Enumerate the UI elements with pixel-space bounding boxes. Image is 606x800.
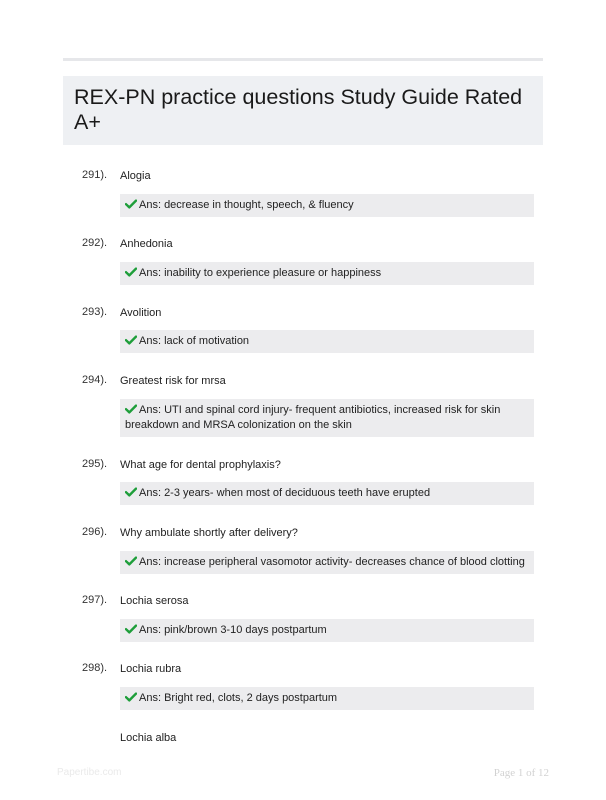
question-text: Avolition: [120, 307, 162, 319]
question-number: 295).: [82, 458, 108, 470]
question-number: 293).: [82, 306, 108, 318]
answer-box: [120, 619, 534, 642]
checkmark-icon: [125, 335, 137, 345]
answer-text: Ans: UTI and spinal cord injury- frequent antibiotics, increased risk for skin breakdown and MRSA colonization on the skin: [125, 404, 501, 431]
checkmark-icon: [125, 487, 137, 497]
answer-text: Ans: decrease in thought, speech, & fluency: [139, 199, 354, 211]
checkmark-icon: [125, 267, 137, 277]
question-text: Alogia: [120, 170, 151, 182]
question-text: Greatest risk for mrsa: [120, 375, 226, 387]
checkmark-icon: [125, 556, 137, 566]
checkmark-icon: [125, 199, 137, 209]
question-text: Anhedonia: [120, 238, 173, 250]
answer-text: Ans: pink/brown 3-10 days postpartum: [139, 624, 327, 636]
question-number: 296).: [82, 526, 108, 538]
question-text: Why ambulate shortly after delivery?: [120, 527, 298, 539]
question-number: 297).: [82, 594, 108, 606]
question-text: What age for dental prophylaxis?: [120, 459, 281, 471]
answer-text: Ans: increase peripheral vasomotor activity- decreases chance of blood clotting: [139, 556, 525, 568]
question-number: 291).: [82, 169, 108, 181]
answer-box: [120, 399, 534, 437]
checkmark-icon: [125, 692, 137, 702]
checkmark-icon: [125, 404, 137, 414]
footer-site: Papertibe.com: [57, 767, 122, 778]
question-number: 292).: [82, 237, 108, 249]
answer-text: Ans: 2-3 years- when most of deciduous teeth have erupted: [139, 487, 431, 499]
page-number: Page 1 of 12: [493, 767, 549, 779]
answer-box: [120, 687, 534, 710]
answer-box: [120, 482, 534, 505]
answer-text: Ans: lack of motivation: [139, 335, 250, 347]
question-number: 294).: [82, 374, 108, 386]
question-number: 298).: [82, 662, 108, 674]
page-title: REX-PN practice questions Study Guide Rated A+: [74, 85, 523, 134]
answer-text: Ans: inability to experience pleasure or happiness: [139, 267, 382, 279]
question-text: Lochia serosa: [120, 595, 189, 607]
checkmark-icon: [125, 624, 137, 634]
question-text: Lochia alba: [120, 732, 177, 744]
answer-text: Ans: Bright red, clots, 2 days postpartum: [139, 692, 338, 704]
answer-box: [120, 551, 534, 574]
question-text: Lochia rubra: [120, 663, 182, 675]
answer-box: [120, 262, 534, 285]
answer-box: [120, 330, 534, 353]
answer-box: [120, 194, 534, 217]
